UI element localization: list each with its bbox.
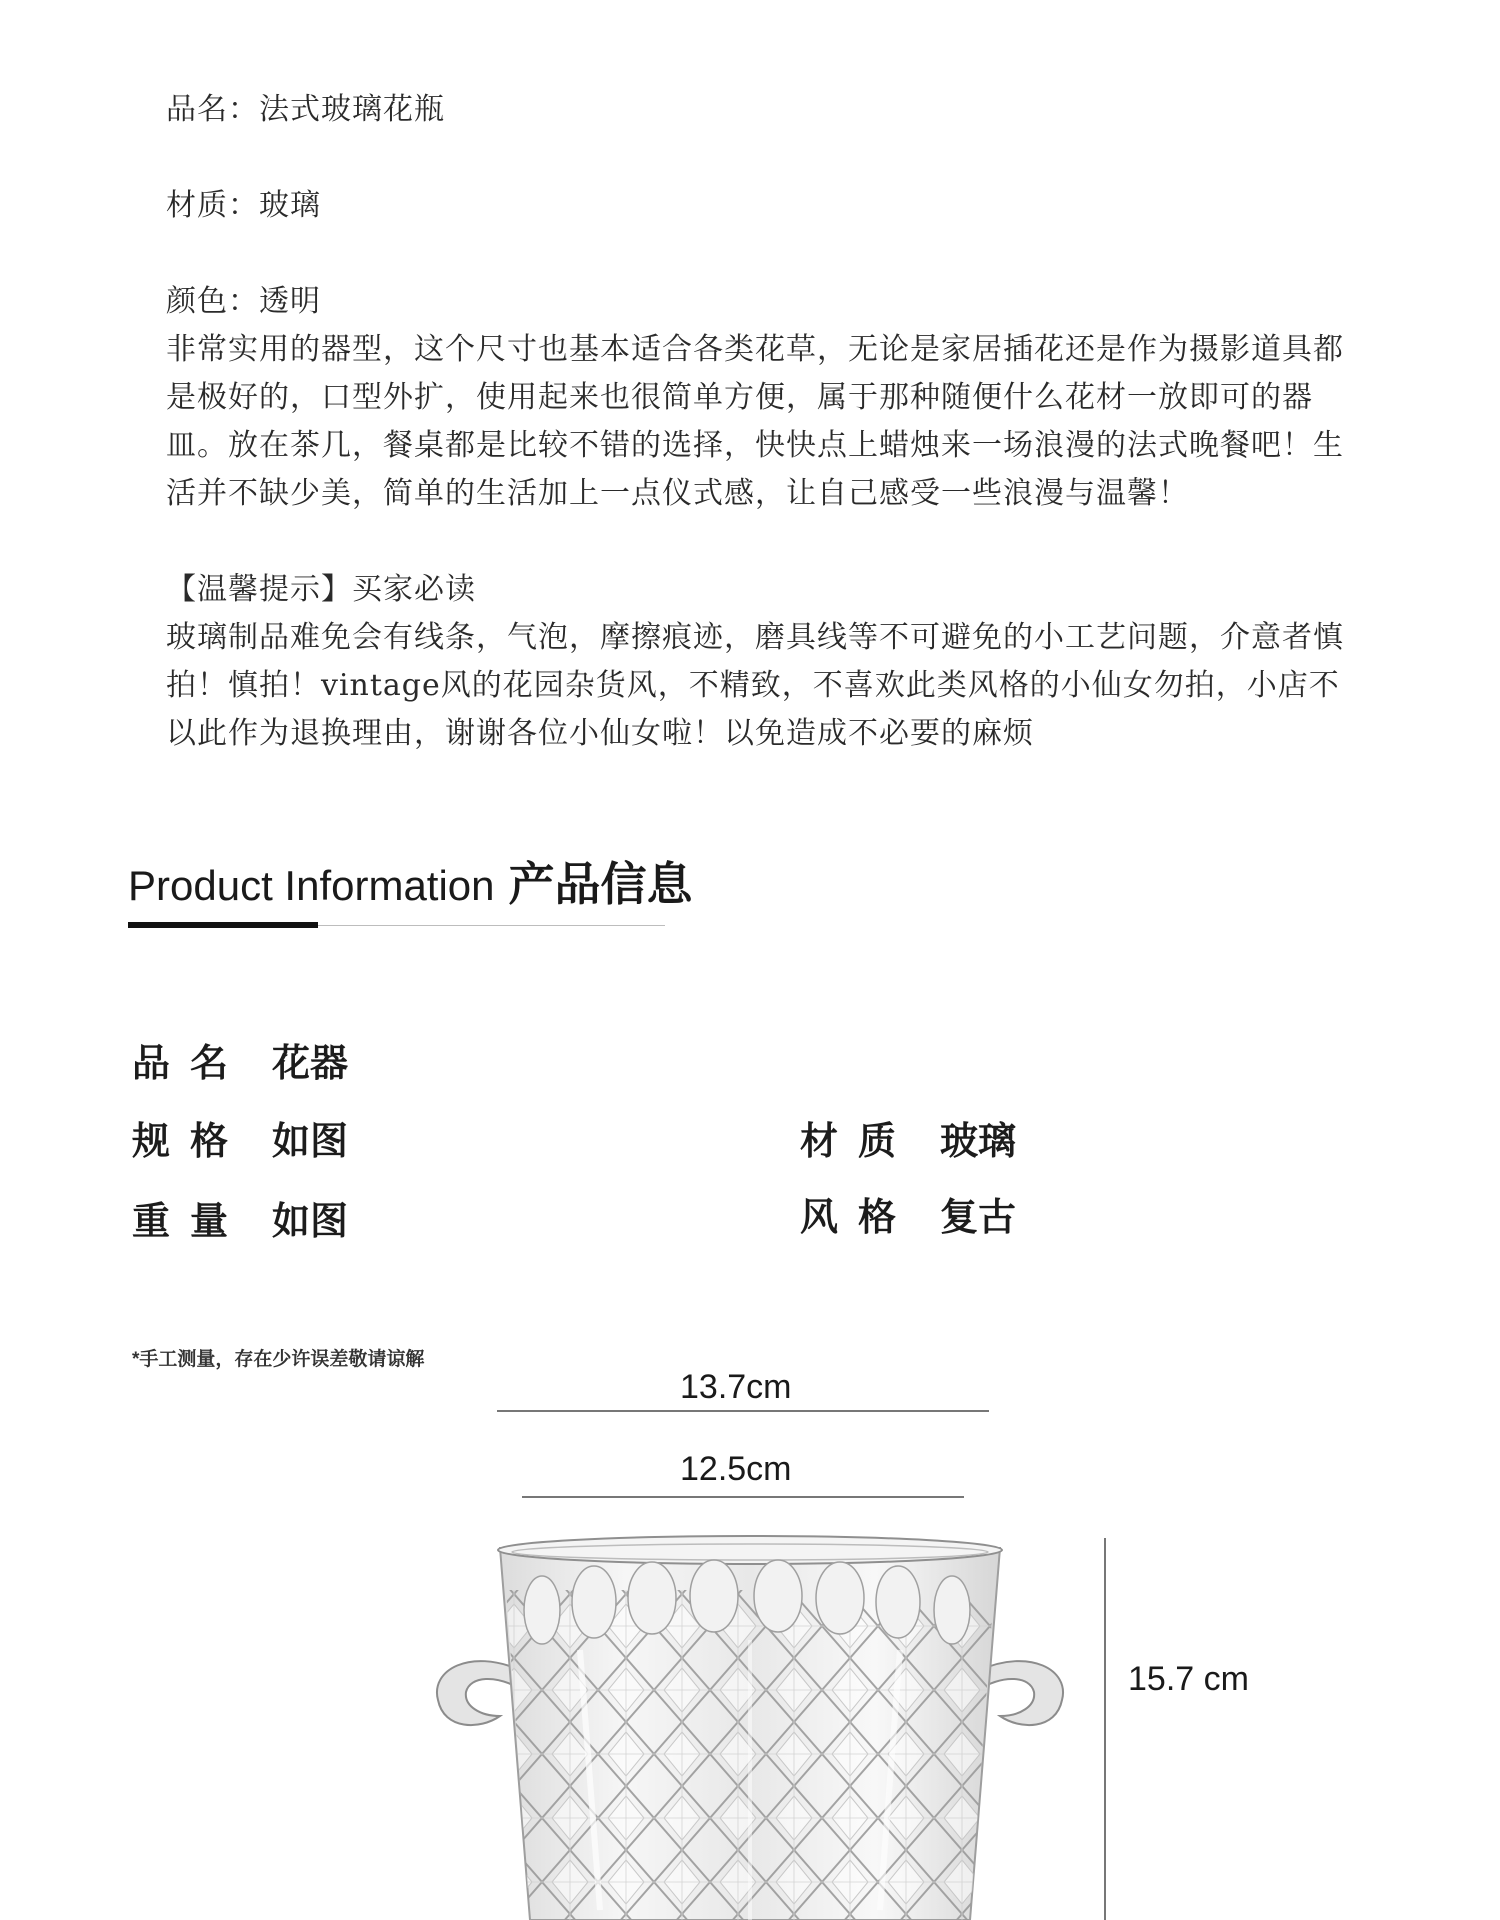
- spec-weight-value: 如图: [272, 1201, 349, 1243]
- spec-name: [132, 1032, 348, 1087]
- spec-material: [800, 1110, 1016, 1165]
- spec-weight: [132, 1190, 348, 1245]
- product-info-title-cn: 产品信息: [508, 858, 693, 910]
- top-width-label: 13.7cm: [680, 1368, 792, 1406]
- spec-weight-label: 重量: [132, 1201, 249, 1243]
- spec-size-value: 如图: [272, 1121, 349, 1163]
- description-paragraph: 非常实用的器型，这个尺寸也基本适合各类花草，无论是家居插花还是作为摄影道具都是极好的，口型外扩，使用起来也很简单方便，属于那种随便什么花材一放即可的器皿。放在茶几，餐桌都是比较不错的选择，快快点上蜡烛来一场浪漫的法式晚餐吧！生活并不缺少美，简单的生活加上一点仪式感，让自己感受一些浪漫与温馨！: [166, 332, 1344, 511]
- product-info-title-en: Product Information: [128, 862, 495, 909]
- color-line: 颜色：透明: [166, 284, 321, 319]
- spec-style-label: 风格: [800, 1197, 917, 1239]
- spec-size: [132, 1110, 348, 1165]
- spec-material-label: 材质: [800, 1121, 917, 1163]
- spec-name-value: 花器: [272, 1043, 349, 1085]
- inner-width-label: 12.5cm: [680, 1450, 792, 1488]
- spec-size-label: 规格: [132, 1121, 249, 1163]
- measurement-note: *手工测量，存在少许误差敬请谅解: [132, 1349, 425, 1370]
- spec-style-value: 复古: [940, 1197, 1017, 1239]
- glass-vase-image: [430, 1530, 1070, 1920]
- height-label: 15.7 cm: [1128, 1660, 1249, 1698]
- material-line: 材质：玻璃: [166, 188, 321, 223]
- product-name-line: 品名：法式玻璃花瓶: [166, 92, 445, 127]
- inner-width-line: [522, 1496, 964, 1498]
- title-underline-accent: [128, 922, 318, 928]
- height-line: [1104, 1538, 1106, 1920]
- spec-name-label: 品名: [132, 1043, 249, 1085]
- tip-paragraph: 玻璃制品难免会有线条，气泡，摩擦痕迹，磨具线等不可避免的小工艺问题，介意者慎拍！慎拍！vintage风的花园杂货风，不精致，不喜欢此类风格的小仙女勿拍，小店不以此作为退换理由，谢谢各位小仙女啦！以免造成不必要的麻烦: [166, 620, 1344, 751]
- product-info-title: [128, 848, 693, 914]
- spec-material-value: 玻璃: [940, 1121, 1017, 1163]
- tip-heading: 【温馨提示】买家必读: [166, 572, 476, 607]
- top-width-line: [497, 1410, 989, 1412]
- spec-style: [800, 1186, 1016, 1241]
